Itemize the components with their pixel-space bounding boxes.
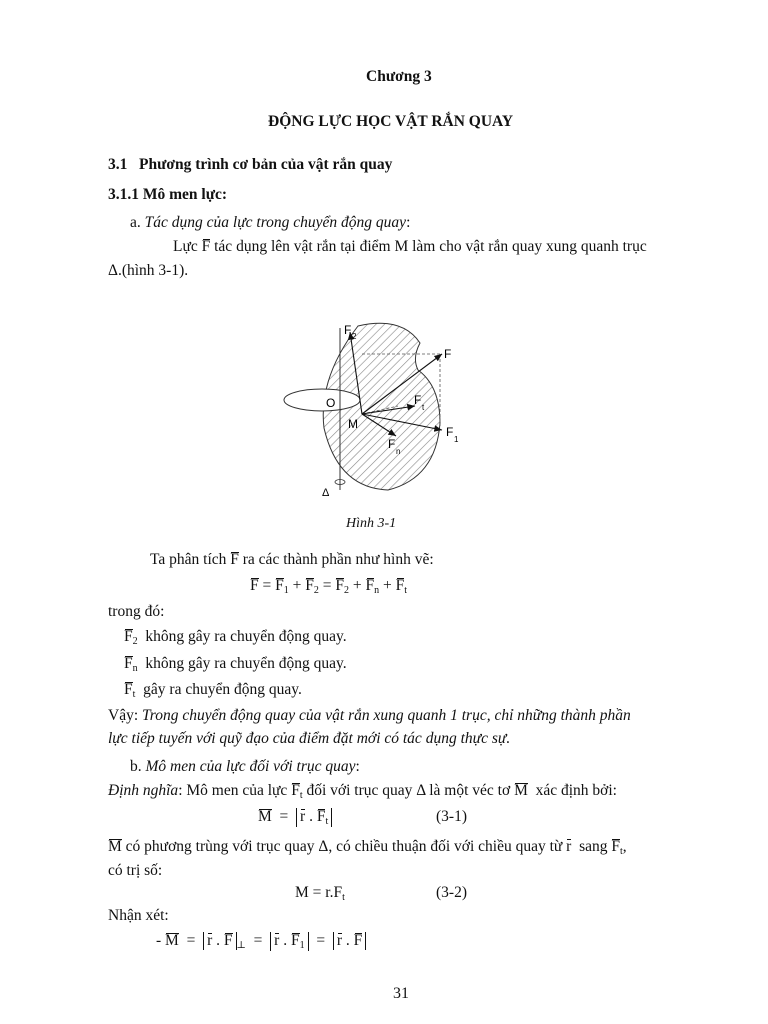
conclusion-line-1: [108, 707, 631, 725]
subscript: 2: [132, 636, 138, 647]
definition-text-1: : Mô men của lực: [178, 782, 292, 799]
subscript: n: [132, 663, 138, 674]
label-f1-sub: 1: [454, 435, 459, 444]
where-label: trong đó:: [108, 603, 165, 620]
definition-label: Định nghĩa: [108, 782, 179, 799]
figure-caption: Hình 3-1: [346, 516, 397, 531]
cross-product-brackets: [296, 808, 332, 827]
rotation-plane-ellipse: [284, 389, 360, 411]
equation-3-2: [295, 884, 345, 903]
vector-m: M: [258, 808, 272, 825]
label-fn: F: [388, 437, 396, 451]
subscript: 2: [313, 585, 319, 596]
equation-remark: [156, 932, 366, 951]
equals-sign: =: [258, 577, 276, 594]
label-f2: F: [344, 323, 352, 337]
label-f1: F: [446, 425, 454, 439]
subscript: n: [374, 585, 380, 596]
equation-number-3-1: (3-1): [436, 808, 467, 825]
component-text: không gây ra chuyển động quay.: [137, 655, 347, 672]
vector-r: r: [207, 932, 213, 949]
vector-r: r: [566, 838, 572, 855]
item-a-heading: [130, 214, 410, 232]
equals-sign: =: [318, 577, 336, 594]
equals-sign: =: [245, 932, 271, 949]
label-m: M: [348, 417, 358, 431]
definition-text-3: xác định bởi:: [527, 782, 617, 799]
item-a-colon: :: [406, 214, 411, 231]
item-a-prefix: a.: [130, 214, 145, 231]
item-b-heading: [130, 758, 360, 776]
vector-m: M: [514, 782, 528, 799]
analysis-line: [150, 551, 434, 569]
item-b-colon: :: [355, 758, 360, 775]
dot-operator: .: [279, 932, 291, 949]
vector-fn: F: [365, 577, 375, 594]
subscript: t: [132, 689, 136, 700]
vector-r: r: [336, 932, 343, 949]
vector-f1: F: [290, 932, 300, 949]
para1-text-1: Lực: [173, 238, 202, 255]
vector-r: r: [300, 808, 306, 825]
subscript: t: [299, 790, 303, 801]
equation-decomposition: [250, 577, 407, 596]
vector-f: F: [250, 577, 259, 594]
item-b-title: Mô men của lực đối với trục quay: [145, 758, 356, 775]
equation-3-2-text: M = r.F: [295, 884, 343, 901]
vector-ft: F: [124, 681, 133, 698]
direction-line-2: có trị số:: [108, 862, 163, 879]
equals-sign: =: [308, 932, 333, 949]
subscript: t: [342, 892, 345, 903]
vector-f2: F: [335, 577, 344, 594]
dot-operator: .: [305, 808, 317, 825]
label-ft: F: [414, 393, 422, 407]
direction-line-1: [108, 838, 627, 857]
definition-text-2: đối với trục quay Δ là một véc tơ: [302, 782, 515, 799]
vector-ft: F: [395, 577, 405, 594]
vector-f2: F: [124, 628, 133, 645]
remark-label: Nhận xét:: [108, 907, 169, 924]
label-f2-sub: 2: [352, 332, 357, 341]
para1-text-2: tác dụng lên vật rắn tại điểm M làm cho vật rắn quay xung quanh trục: [210, 238, 647, 255]
direction-text-3: ,: [622, 838, 627, 855]
chapter-title: ĐỘNG LỰC HỌC VẬT RẮN QUAY: [268, 113, 514, 130]
label-fn-sub: n: [396, 447, 401, 456]
subscript: t: [620, 846, 623, 857]
direction-text-2: sang: [571, 838, 612, 855]
dot-operator: .: [212, 932, 224, 949]
component-text: gây ra chuyển động quay.: [135, 681, 302, 698]
plus-sign: +: [379, 577, 396, 594]
vector-fn: F: [124, 655, 133, 672]
vector-f1: F: [275, 577, 284, 594]
paragraph-1-line-2: Δ.(hình 3-1).: [108, 262, 189, 279]
page-number: 31: [393, 985, 409, 1002]
vector-f: F: [201, 238, 211, 255]
component-item-ft: [124, 681, 302, 700]
direction-text-1: có phương trùng với trục quay Δ, có chiều thuận đối với chiều quay từ: [121, 838, 567, 855]
component-text: không gây ra chuyển động quay.: [137, 628, 347, 645]
label-ft-sub: t: [422, 403, 425, 412]
vector-r: r: [274, 932, 280, 949]
perpendicular-subscript: ⊥: [236, 940, 246, 951]
subscript: 1: [283, 585, 289, 596]
vector-ft: F: [291, 782, 300, 799]
vector-m: M: [165, 932, 179, 949]
component-item-fn: [124, 655, 347, 674]
equals-sign: =: [271, 808, 297, 825]
bullet-dash: -: [156, 932, 166, 949]
cross-product-brackets: [203, 932, 236, 950]
plus-sign: +: [288, 577, 306, 594]
label-f: F: [444, 347, 452, 361]
vector-ft: F: [316, 808, 326, 825]
vector-f: F: [353, 932, 363, 949]
equation-3-1: [258, 808, 332, 827]
equals-sign: =: [178, 932, 204, 949]
vector-f: F: [230, 551, 239, 568]
component-item-f2: [124, 628, 347, 647]
analysis-text-1: Ta phân tích: [150, 551, 231, 568]
subscript: 2: [344, 585, 349, 596]
definition-line: [108, 782, 617, 801]
label-o: O: [326, 396, 336, 410]
subscript: t: [404, 585, 408, 596]
chapter-label: Chương 3: [366, 68, 432, 85]
conclusion-prefix: Vậy:: [108, 707, 143, 724]
section-heading-3-1: 3.1 Phương trình cơ bản của vật rắn quay: [108, 156, 393, 173]
vector-m: M: [108, 838, 122, 855]
dot-operator: .: [342, 932, 354, 949]
conclusion-line-2: lực tiếp tuyến với quỹ đạo của điểm đặt mới có tác dụng thực sự.: [108, 730, 511, 747]
vector-ft: F: [611, 838, 621, 855]
figure-3-1: [280, 318, 480, 503]
vector-f2: F: [305, 577, 314, 594]
label-delta: Δ: [322, 487, 330, 499]
plus-sign: +: [349, 577, 366, 594]
analysis-text-2: ra các thành phần như hình vẽ:: [238, 551, 434, 568]
subscript: 1: [299, 940, 305, 951]
cross-product-brackets: [270, 932, 308, 951]
equation-number-3-2: (3-2): [436, 884, 467, 901]
paragraph-1-line-1: [173, 238, 647, 256]
subscript: t: [325, 816, 329, 827]
cross-product-brackets: [333, 932, 366, 950]
item-a-title: Tác dụng của lực trong chuyển động quay: [144, 214, 407, 231]
item-b-prefix: b.: [130, 758, 146, 775]
conclusion-text-1: Trong chuyển động quay của vật rắn xung quanh 1 trục, chỉ những thành phần: [142, 707, 631, 724]
vector-f: F: [223, 932, 233, 949]
section-heading-3-1-1: 3.1.1 Mô men lực:: [108, 186, 228, 203]
